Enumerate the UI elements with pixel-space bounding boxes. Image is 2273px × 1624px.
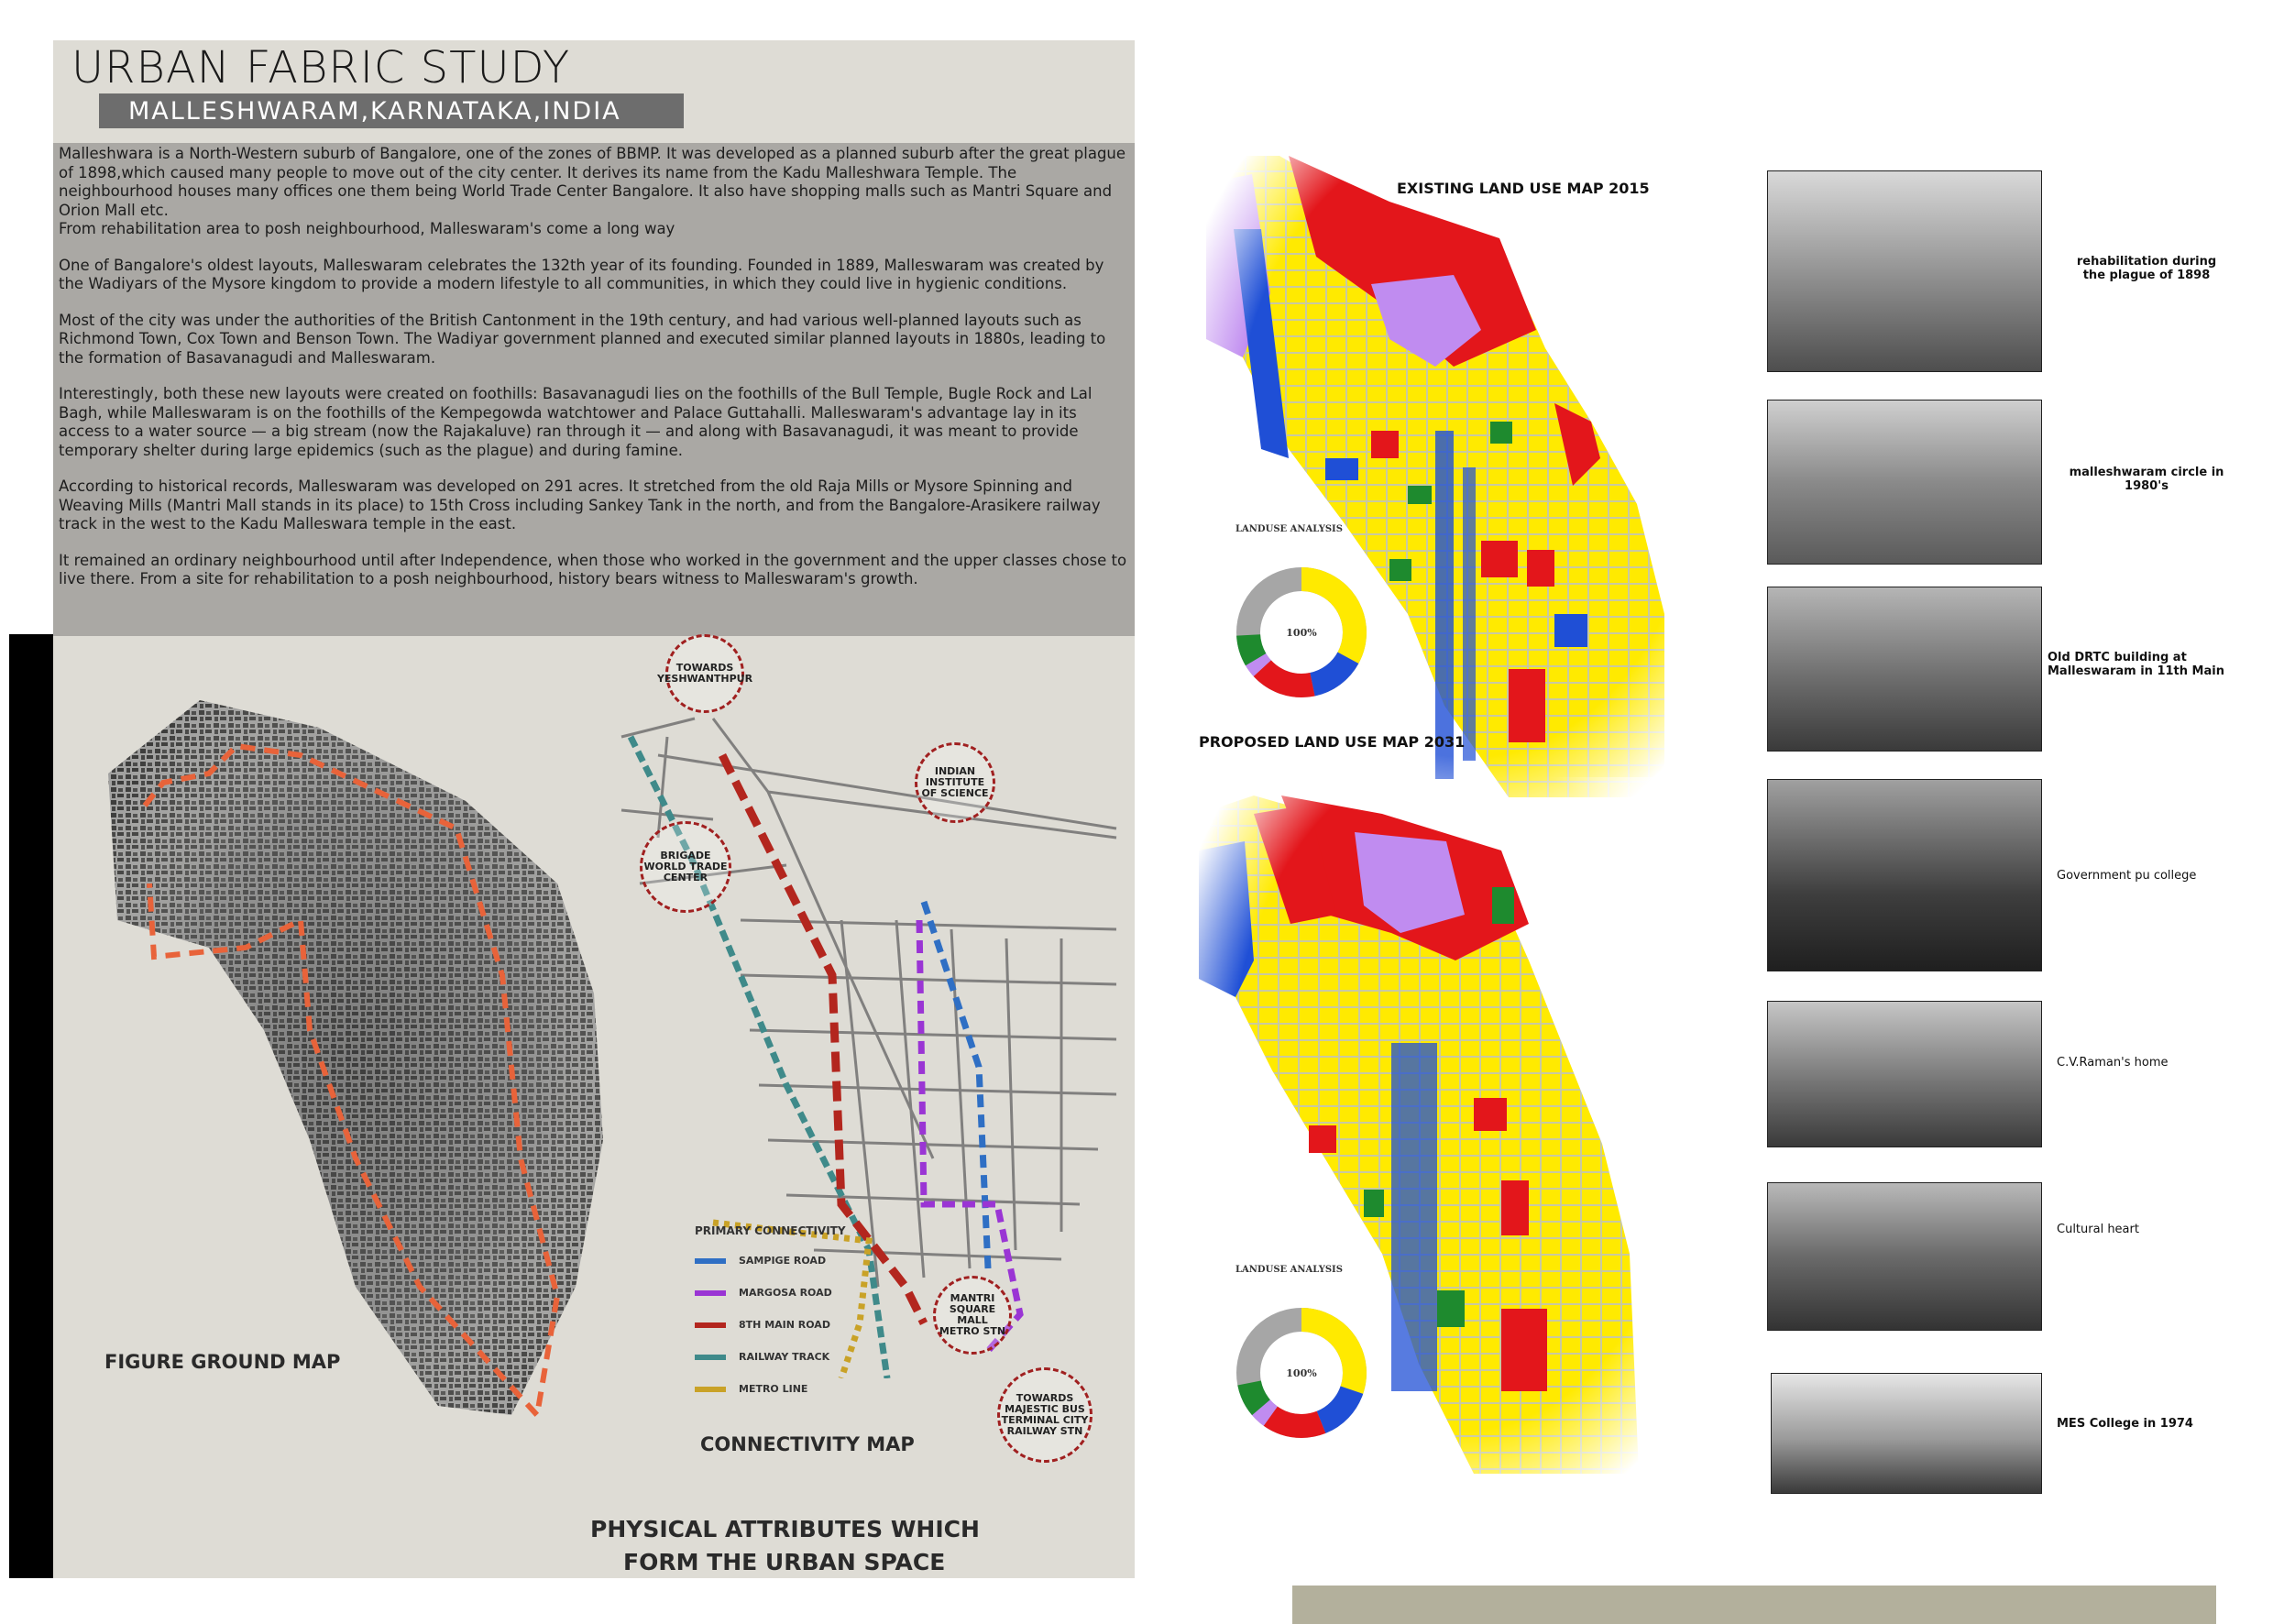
subtitle-banner	[99, 93, 684, 128]
physical-title-line-2: FORM THE URBAN SPACE	[623, 1549, 946, 1575]
landuse-label-proposed: LANDUSE ANALYSIS	[1235, 1265, 1343, 1275]
landuse-donut-proposed	[1219, 1290, 1384, 1455]
legend-title: PRIMARY CONNECTIVITY	[695, 1224, 846, 1237]
legend-item	[695, 1341, 846, 1373]
landuse-donut-existing	[1219, 550, 1384, 715]
photo-caption: malleshwaram circle in 1980's	[2069, 466, 2224, 493]
photo-malleshwaram-circle	[1767, 400, 2042, 565]
intro-paragraph: According to historical records, Malleswaram was developed on 291 acres. It stretched from the old Raja Mills or Mysore Spinning and Weaving Mills (Mantri Mall stands in its place) to 15th Cross including Sankey Tank in the north, and from the Bangalore-Arasikere railway track in the west to the Kadu Malleswara temple in the east.	[59, 477, 1101, 532]
intro-paragraph: Malleshwara is a North-Western suburb of Bangalore, one of the zones of BBMP. It was developed as a planned suburb after the great plague of 1898,which caused many people to move out of the city center. It derives its name from the Kadu Malleshwara Temple. The neighbourhood houses many offices one them being World Trade Center Bangalore. It also have shopping malls such as Mantri Square and Orion Mall etc. From rehabilitation area to posh neighbourhood, Malleswaram's come a long way	[59, 145, 1126, 237]
existing-map-title: EXISTING LAND USE MAP 2015	[1397, 180, 1650, 197]
intro-paragraph: Most of the city was under the authorities of the British Cantonment in the 19th century, and had various well-planned layouts such as Richmond Town, Cox Town and Benson Town. The Wadiyar government planned and executed similar planned layouts in 1880s, leading to the formation of Basavanagudi and Malleswaram.	[59, 311, 1106, 367]
legend-item	[695, 1245, 846, 1277]
landuse-label-existing: LANDUSE ANALYSIS	[1235, 524, 1343, 534]
legend-item	[695, 1277, 846, 1309]
legend-swatch	[695, 1355, 726, 1360]
legend-swatch	[695, 1387, 726, 1392]
photo-cultural-heart	[1767, 1182, 2042, 1331]
photo-rehabilitation-1898	[1767, 170, 2042, 372]
photo-caption: Cultural heart	[2057, 1223, 2139, 1236]
donut-center-proposed: 100%	[1286, 1367, 1317, 1379]
intro-text	[59, 145, 1131, 607]
photo-government-pu-college	[1767, 779, 2042, 971]
legend-item	[695, 1373, 846, 1405]
page-subtitle: MALLESHWARAM,KARNATAKA,INDIA	[128, 97, 621, 126]
photo-caption: Old DRTC building at Malleswaram in 11th Main	[2048, 651, 2224, 678]
legend-rows	[695, 1245, 846, 1405]
legend-label: RAILWAY TRACK	[739, 1351, 830, 1363]
photo-cv-raman-home	[1767, 1001, 2042, 1147]
photo-drtc-building	[1767, 587, 2042, 752]
photo-caption: Government pu college	[2057, 869, 2197, 883]
landmark-iisc: INDIAN INSTITUTE OF SCIENCE	[915, 742, 995, 823]
photo-caption: rehabilitation during the plague of 1898	[2076, 255, 2217, 282]
proposed-map-title: PROPOSED LAND USE MAP 2031	[1199, 733, 1466, 751]
intro-paragraph: It remained an ordinary neighbourhood until after Independence, when those who worked in the government and the upper classes chose to live there. From a site for rehabilitation to a posh neighbourhood, history bears witness to Malleswaram's growth.	[59, 551, 1127, 587]
legend-swatch	[695, 1322, 726, 1328]
legend-label: 8TH MAIN ROAD	[739, 1319, 830, 1331]
black-edge-bar	[9, 634, 53, 1578]
photo-caption: MES College in 1974	[2057, 1417, 2193, 1431]
page-title: URBAN FABRIC STUDY	[71, 42, 571, 93]
landmark-majestic: TOWARDS MAJESTIC BUS TERMINAL CITY RAILWAY STN	[997, 1367, 1093, 1463]
intro-paragraph: Interestingly, both these new layouts were created on foothills: Basavanagudi lies on the foothills of the Bull Temple, Bugle Rock and Lal Bagh, while Malleswaram is on the foothills of the Kempegowda watchtower and Palace Guttahalli. Malleswaram's advantage lay in its access to a water source — a big stream (now the Rajakaluve) ran through it — and along with Basavanagudi, it was meant to provide temporary shelter during large epidemics (such as the plague) and during famine.	[59, 385, 1093, 459]
landmark-yeshwanthpur: TOWARDS YESHWANTHPUR	[665, 634, 744, 713]
intro-paragraph: One of Bangalore's oldest layouts, Malleswaram celebrates the 132th year of its founding. Founded in 1889, Malleswaram was created by the Wadiyars of the Mysore kingdom to provide a modern lifestyle to all communities, in which they could live in hygienic conditions.	[59, 256, 1104, 292]
left-panel	[53, 40, 1135, 1578]
connectivity-map	[603, 682, 1135, 1378]
legend-label: MARGOSA ROAD	[739, 1287, 832, 1299]
legend-swatch	[695, 1290, 726, 1296]
legend-label: SAMPIGE ROAD	[739, 1255, 827, 1267]
intro-box	[53, 143, 1135, 636]
donut-center-existing: 100%	[1286, 627, 1317, 639]
landmark-wtc: BRIGADE WORLD TRADE CENTER	[640, 821, 731, 913]
figure-ground-label: FIGURE GROUND MAP	[104, 1351, 341, 1373]
connectivity-legend	[695, 1224, 846, 1405]
physical-title-line-1: PHYSICAL ATTRIBUTES WHICH	[590, 1516, 980, 1542]
legend-item	[695, 1309, 846, 1341]
legend-swatch	[695, 1258, 726, 1264]
landmark-mantri: MANTRI SQUARE MALL METRO STN	[933, 1276, 1012, 1355]
connectivity-label: CONNECTIVITY MAP	[700, 1433, 915, 1455]
photo-mes-college-1974	[1771, 1373, 2042, 1494]
photo-caption: C.V.Raman's home	[2057, 1056, 2169, 1070]
legend-label: METRO LINE	[739, 1383, 808, 1395]
figure-ground-map	[81, 645, 658, 1433]
